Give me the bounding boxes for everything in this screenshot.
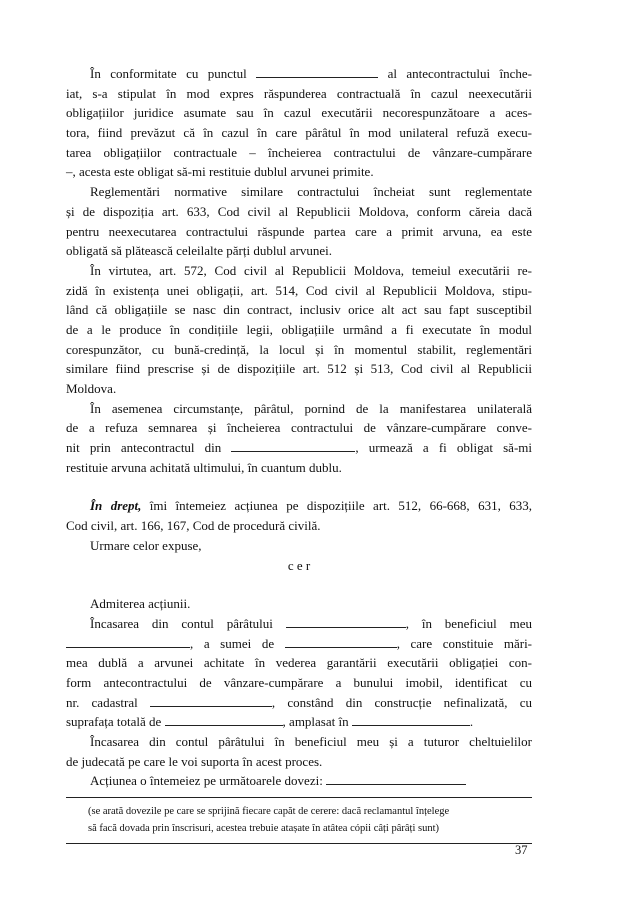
- text-line: În virtutea, art. 572, Cod civil al Republicii Moldova, temeiul executării re-: [90, 262, 532, 278]
- text-fragment: , care constituie mări-: [396, 635, 533, 651]
- page-number: 37: [515, 843, 528, 857]
- fill-in-blank: [150, 694, 272, 707]
- text-fragment: al antecontractului înche-: [387, 66, 533, 81]
- text-line: lând că obligațiile se nasc din contract, inclusiv orice alt act sau fapt susceptibil: [66, 302, 532, 318]
- text-line: obligată să plătească celeilalte părți dublul arvunei.: [66, 243, 333, 259]
- text-fragment: nr. cadastral: [66, 694, 138, 710]
- instruction-note: (se arată dovezile pe care se sprijină fiecare capăt de cerere: dacă reclamantul înțelege: [88, 806, 450, 818]
- fill-in-blank: [286, 615, 406, 628]
- text-line: de judecată pe care le voi suporta în acest proces.: [66, 753, 323, 769]
- instruction-note: să facă dovada prin înscrisuri, acestea trebuie atașate în atâtea cópii câți pârâți sunt): [88, 823, 440, 835]
- text-fragment: Acțiunea o întemeiez pe următoarele dovezi:: [90, 773, 323, 789]
- text-line: [66, 693, 532, 713]
- document-page: [66, 64, 532, 844]
- text-fragment: , amplasat în: [282, 714, 349, 730]
- text-line: și de dispoziția art. 633, Cod civil al Republicii Moldova, conform căreia dacă: [66, 203, 532, 219]
- text-fragment: În conformitate cu punctul: [90, 66, 247, 81]
- text-line: Moldova.: [66, 381, 117, 396]
- text-line: –, acesta este obligat să-mi restituie dublul arvunei primite.: [66, 164, 374, 180]
- text-line: Cod civil, art. 166, 167, Cod de procedură civilă.: [66, 518, 321, 534]
- fill-in-blank: [326, 772, 466, 785]
- text-line: corespunzător, cu bună-credință, la locul și în momentul stabilit, reglementări: [66, 341, 532, 357]
- text-fragment: , în beneficiul meu: [405, 615, 532, 631]
- text-line: obligațiilor juridice asumate sau în cazul executării necorespunzătoare a aces-: [66, 105, 532, 121]
- text-line: În asemenea circumstanțe, pârâtul, pornind de la manifestarea unilaterală: [90, 400, 532, 416]
- text-line: [66, 712, 532, 732]
- text-line: [66, 614, 532, 634]
- fill-in-blank: [285, 635, 397, 648]
- text-fragment: nit prin antecontractul din: [66, 440, 222, 456]
- text-line: iat, s-a stipulat în mod expres răspunderea contractuală în cazul neexecutării: [66, 85, 532, 101]
- text-line: [66, 64, 532, 84]
- text-line: tora, fiind prevăzut că în cazul în care pârâtul în mod unilateral refuză execu-: [66, 125, 532, 141]
- fill-in-blank: [165, 713, 283, 726]
- text-fragment: , urmează a fi obligat să-mi: [355, 440, 532, 456]
- text-line: tarea obligațiilor contractuale – încheierea contractului de vânzare-cumpărare: [66, 144, 532, 160]
- text-line: [66, 634, 532, 654]
- text-line: [66, 438, 532, 458]
- text-line: de a refuza semnarea și încheierea contractului de vânzare-cumpărare conve-: [66, 420, 532, 436]
- text-line: pentru neexecutarea contractului răspunde partea care a primit arvuna, ea este: [66, 223, 532, 239]
- evidence-line: [66, 843, 532, 844]
- text-line: Reglementări normative similare contractului încheiat sunt reglementate: [90, 184, 532, 200]
- fill-in-blank: [66, 635, 190, 648]
- text-line: mea dublă a arvunei achitate în vederea garantării executării obligației con-: [66, 655, 532, 671]
- text-line: Încasarea din contul pârâtului în beneficiul meu și a tuturor cheltuielilor: [90, 734, 532, 749]
- text-line: [66, 771, 532, 791]
- cer-heading: c e r: [287, 557, 311, 573]
- text-fragment: , constând din construcție nefinalizată, cu: [271, 694, 532, 710]
- text-line: [66, 496, 532, 516]
- text-fragment: Încasarea din contul pârâtului: [90, 615, 273, 631]
- text-fragment: suprafața totală de: [66, 714, 162, 730]
- text-line: form antecontractului de vânzare-cumpărare a bunului imobil, identificat cu: [66, 674, 532, 690]
- fill-in-blank: [231, 439, 355, 452]
- text-line: Urmare celor expuse,: [90, 537, 202, 553]
- fill-in-blank: [256, 65, 378, 78]
- text-line: de a le produce în condițiile legii, obligațiile urmând a fi executate în modul: [66, 321, 532, 337]
- text-line: restituie arvuna achitată ultimului, în cuantum dublu.: [66, 459, 342, 475]
- text-line: Admiterea acțiunii.: [90, 596, 191, 612]
- text-fragment: .: [469, 714, 474, 730]
- text-fragment: , a sumei de: [190, 635, 275, 651]
- text-fragment: îmi întemeiez acțiunea pe dispozițiile art. 512, 66-668, 631, 633,: [141, 498, 532, 514]
- text-line: similare fiind prescrise și de dispozițiile art. 512 și 513, Cod civil al Republicii: [66, 361, 532, 377]
- text-line: zidă în existența unei obligații, art. 514, Cod civil al Republicii Moldova, stipu-: [66, 282, 532, 298]
- drept-heading: În drept,: [90, 498, 142, 514]
- fill-in-blank: [352, 713, 470, 726]
